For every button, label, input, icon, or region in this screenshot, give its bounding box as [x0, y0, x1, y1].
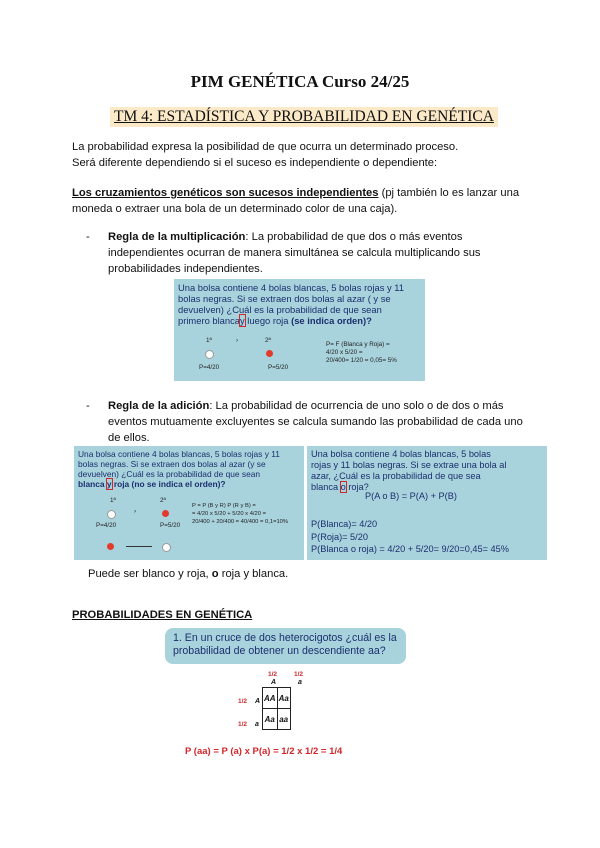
col-allele-1: A: [271, 679, 277, 686]
slide1-first-label: 1ª: [206, 337, 212, 344]
slide2-first-label: 1ª: [110, 497, 116, 504]
slide1-y-highlight: y: [240, 315, 245, 326]
either-part-b: roja y blanca.: [218, 568, 289, 580]
punnett-cell: Aa: [263, 709, 278, 730]
white-ball-icon: [162, 543, 171, 552]
slide1-q-line-2: bolas negras. Si se extraen dos bolas al azar ( y se: [178, 293, 391, 304]
intro-line-2: Será diferente dependiendo si el suceso es independiente o dependiente:: [72, 157, 438, 169]
section-heading: PROBABILIDADES EN GENÉTICA: [72, 609, 253, 621]
slide2-formula-2: = 4/20 x 5/20 + 5/20 x 4/20 =: [192, 511, 266, 517]
slide2-formula-1: P = P (B y R) P (R y B) =: [192, 503, 256, 509]
slide2-formula-3: 20/400 + 20/400 = 40/400 = 0,1=10%: [192, 519, 289, 525]
row-allele-2: a: [255, 721, 259, 728]
punnett-cell: AA: [263, 688, 278, 709]
arrow-icon: ›: [134, 508, 137, 515]
slide2-q-line-4a: blanca: [78, 479, 107, 489]
red-ball-icon: [162, 510, 169, 517]
slide2-q-line-3: devuelven) ¿Cuál es la probabilidad de que sean: [78, 469, 261, 479]
either-part-a: Puede ser blanco y roja,: [88, 568, 212, 580]
punnett-cell: aa: [277, 709, 290, 730]
independent-heading: Los cruzamientos genéticos son sucesos independientes: [72, 187, 379, 199]
intro-line-1: La probabilidad expresa la posibilidad de que ocurra un determinado proceso.: [72, 141, 459, 153]
rule-add-line-2: eventos mutuamente excluyentes se calcula sumando las probabilidad de cada uno: [108, 416, 523, 428]
punnett-grid: [262, 687, 291, 730]
rule-multiplication: [86, 229, 548, 277]
rule-add-name: Regla de la adición: [108, 400, 210, 412]
col-freq-2: 1/2: [294, 671, 304, 678]
either-order-note: [88, 566, 288, 582]
row-allele-1: A: [255, 698, 261, 705]
rule-mult-line-1: : La probabilidad de que dos o más eventos: [245, 231, 463, 243]
slide-addition-order-example: [74, 446, 304, 560]
slide-addition-example: [307, 446, 547, 560]
slide1-question: [178, 282, 424, 326]
slide2-second-label: 2ª: [160, 497, 166, 504]
col-freq-1: 1/2: [268, 671, 278, 678]
independent-rest: (pj también lo es lanzar una: [378, 187, 520, 199]
slide1-formula-3: 20/400= 1/20 = 0,05= 5%: [326, 357, 397, 364]
slide1-formula: [326, 341, 397, 365]
rule-mult-name: Regla de la multiplicación: [108, 231, 246, 243]
slide2-p1: P=4/20: [96, 522, 117, 529]
rule-addition: [86, 398, 548, 446]
red-ball-icon: [107, 543, 114, 550]
slide1-q-line-4b: luego roja: [244, 315, 292, 326]
slide1-p2: P=5/20: [268, 364, 289, 371]
slide3-q-line-1: Una bolsa contiene 4 bolas blancas, 5 bolas: [311, 449, 491, 459]
intro-text: [72, 139, 458, 171]
slide2-q-line-2: bolas negras. Si se extraen dos bolas al azar (y se: [78, 459, 266, 469]
col-allele-2: a: [298, 679, 302, 686]
bullet-dash: -: [86, 231, 90, 243]
slide3-question: [311, 449, 545, 493]
question-line-2: probabilidad de obtener un descendiente aa?: [173, 645, 386, 657]
slide3-q-line-4a: blanca: [311, 482, 341, 492]
punnett-cell: Aa: [277, 688, 290, 709]
rule-add-line-1: : La probabilidad de ocurrencia de uno solo o de dos o más: [209, 400, 504, 412]
slide3-formula: P(A o B) = P(A) + P(B): [365, 491, 457, 501]
punnett-result: P (aa) = P (a) x P(a) = 1/2 x 1/2 = 1/4: [185, 746, 343, 757]
slide3-q-line-4b: roja?: [345, 482, 369, 492]
slide1-q-order: (se indica orden)?: [291, 315, 372, 326]
rule-mult-line-2: independientes ocurran de manera simultánea se calcula multiplicando sus: [108, 247, 481, 259]
slide2-question: [78, 449, 302, 489]
rule-mult-line-3: probabilidades independientes.: [108, 263, 263, 275]
slide2-p2: P=5/20: [160, 522, 181, 529]
independent-events: [72, 185, 542, 217]
rule-add-line-3: de ellos.: [108, 432, 150, 444]
white-ball-icon: [205, 350, 214, 359]
slide1-formula-2: 4/20 x 5/20 =: [326, 349, 363, 356]
independent-line-2: moneda o extraer una bola de un determinado color de una caja).: [72, 203, 398, 215]
slide3-o-highlight: o: [340, 482, 346, 492]
red-ball-icon: [266, 350, 273, 357]
slide1-formula-1: P= F (Blanca y Roja) =: [326, 341, 390, 348]
slide-multiplication-example: [174, 279, 425, 381]
bullet-dash: -: [86, 400, 90, 412]
slide3-p-blanca-o-roja: P(Blanca o roja) = 4/20 + 5/20= 9/20=0,45= 45%: [311, 544, 509, 554]
slide2-q-line-1: Una bolsa contiene 4 bolas blancas, 5 bolas rojas y 11: [78, 449, 280, 459]
question-line-1: 1. En un cruce de dos heterocigotos ¿cuál es la: [173, 632, 397, 644]
slide3-p-roja: P(Roja)= 5/20: [311, 531, 368, 542]
arrow-line: [126, 546, 152, 547]
page-title: PIM GENÉTICA Curso 24/25: [190, 72, 410, 91]
slide3-q-line-3: azar, ¿Cuál es la probabilidad de que sea: [311, 471, 481, 481]
topic-subtitle: TM 4: ESTADÍSTICA Y PROBABILIDAD EN GENÉTICA: [110, 107, 498, 127]
slide2-formula: [192, 502, 288, 526]
slide1-p1: P=4/20: [199, 364, 220, 371]
slide1-second-label: 2ª: [265, 337, 271, 344]
row-freq-1: 1/2: [238, 698, 248, 705]
slide2-y-highlight: y: [106, 479, 112, 489]
white-ball-icon: [107, 510, 116, 519]
slide3-q-line-2: rojas y 11 bolas negras. Si se extrae una bola al: [311, 460, 507, 470]
slide1-q-line-1: Una bolsa contiene 4 bolas blancas, 5 bolas rojas y 11: [178, 282, 405, 293]
slide3-results: [311, 518, 509, 556]
question-box: [165, 628, 406, 664]
slide3-p-blanca: P(Blanca)= 4/20: [311, 519, 378, 529]
row-freq-2: 1/2: [238, 721, 248, 728]
arrow-icon: ›: [236, 337, 239, 344]
either-o: o: [211, 568, 219, 580]
slide1-q-line-4a: primero blanca: [178, 315, 241, 326]
slide2-q-line-4b: roja (no se indica el orden)?: [111, 479, 226, 489]
slide1-q-line-3: devuelven) ¿Cuál es la probabilidad de que sean: [178, 304, 382, 315]
